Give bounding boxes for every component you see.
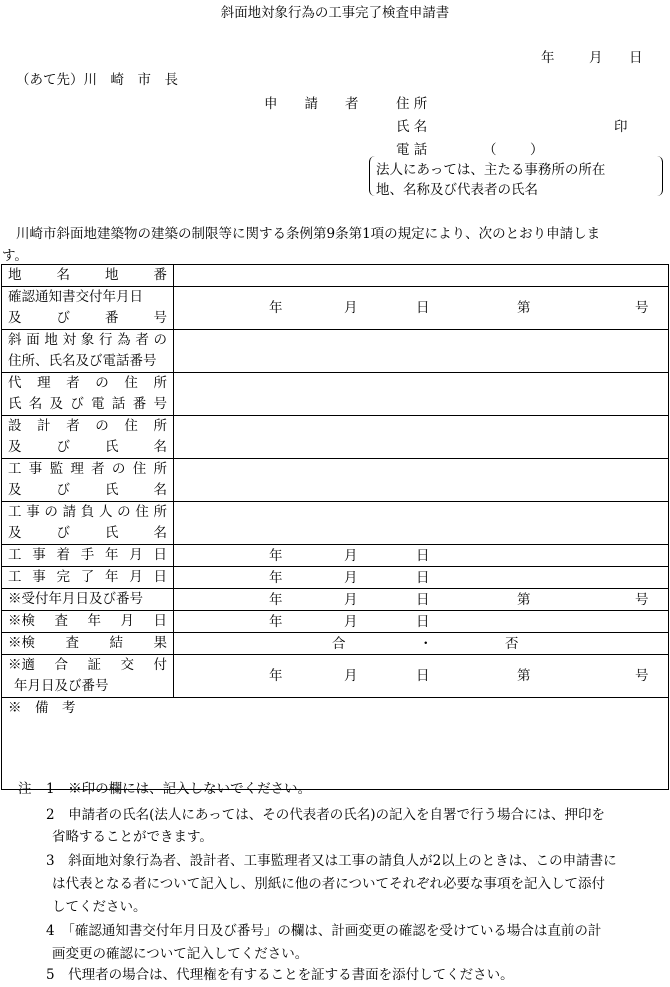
date-month: 月 <box>589 50 603 66</box>
table-row <box>2 265 669 287</box>
label-char: 所 <box>153 461 167 477</box>
remarks-label: ※ 備 考 <box>8 700 76 716</box>
label-char: 合 <box>54 657 68 673</box>
label-char: び <box>70 396 84 412</box>
label-char: 請 <box>62 504 77 520</box>
label-char: 住 <box>135 504 149 520</box>
label-char: 番 <box>105 310 119 326</box>
agent-value[interactable] <box>174 373 669 416</box>
cert-label-l1 <box>8 655 173 676</box>
label-char: び <box>56 439 70 455</box>
label-char: 計 <box>37 418 51 434</box>
seal-mark: 印 <box>614 119 628 135</box>
table-row <box>2 545 669 567</box>
confirm-value[interactable]: 年 月 日 第 号 <box>174 287 669 330</box>
label-char: 月 <box>129 547 143 563</box>
note-3c: してください。 <box>52 899 147 915</box>
label-char: 者 <box>66 418 80 434</box>
label-char: 者 <box>91 461 105 477</box>
label-char: 査 <box>54 613 68 629</box>
label-char: の <box>111 461 126 477</box>
label-char: 完 <box>56 569 70 585</box>
label-char: 番 <box>153 267 167 283</box>
inspect-result-label <box>8 633 173 654</box>
table-row <box>2 698 669 790</box>
label-char: 名 <box>153 439 167 455</box>
label-char: 交 <box>120 657 134 673</box>
page-title: 斜面地対象行為の工事完了検査申請書 <box>220 6 450 21</box>
agent-label-l2 <box>8 394 173 415</box>
agent-label-l1 <box>8 373 173 394</box>
label-char: 人 <box>98 504 113 520</box>
label-char: 地 <box>105 267 119 283</box>
lot-label <box>8 265 173 286</box>
table-row <box>2 373 669 416</box>
label-char: 及 <box>8 310 22 326</box>
label-char: 了 <box>80 569 95 585</box>
supervisor-value[interactable] <box>174 459 669 502</box>
label-char: 着 <box>56 547 70 563</box>
label-char: 面 <box>26 332 40 348</box>
label-char: 電 <box>91 396 105 412</box>
start-value[interactable]: 年 月 日 <box>174 545 669 567</box>
label-char: 日 <box>153 613 167 629</box>
label-char: 象 <box>80 332 95 348</box>
cert-label-l2: 年月日及び番号 <box>14 678 109 694</box>
label-char: の <box>44 504 58 520</box>
label-char: 名 <box>28 396 43 412</box>
receipt-value[interactable]: 年 月 日 第 号 <box>174 589 669 611</box>
note-2a: 2 申請者の氏名(法人にあっては、その代表者の氏名)の記入を自署で行う場合には、押印を <box>46 807 605 823</box>
label-char: の <box>95 375 109 391</box>
label-char: 工 <box>8 547 22 563</box>
inspect-date-value[interactable]: 年 月 日 <box>174 611 669 633</box>
label-char: 理 <box>70 461 84 477</box>
label-char: 名 <box>56 267 70 283</box>
label-char: 代 <box>8 375 22 391</box>
pass-text: 合 <box>332 635 346 652</box>
application-table <box>1 264 669 790</box>
label-char: 年 <box>87 613 101 629</box>
lot-value[interactable] <box>174 265 669 287</box>
remarks-cell[interactable] <box>2 698 669 790</box>
table-row <box>2 589 669 611</box>
label-char: 設 <box>8 418 22 434</box>
label-char: 号 <box>153 310 167 326</box>
phone-label: 電 話 <box>396 142 428 158</box>
label-char: 為 <box>117 332 131 348</box>
label-char: 斜 <box>8 332 22 348</box>
label-char: 及 <box>49 396 64 412</box>
cert-value[interactable]: 年 月 日 第 号 <box>174 655 669 698</box>
phone-paren-close: ） <box>530 142 544 158</box>
label-char: 工 <box>8 569 22 585</box>
name-label: 氏 名 <box>396 119 428 135</box>
designer-value[interactable] <box>174 416 669 459</box>
date-year: 年 <box>541 50 555 66</box>
date-day: 日 <box>629 50 643 66</box>
inspect-date-label <box>8 611 173 632</box>
label-char: 査 <box>65 635 79 651</box>
label-char: の <box>95 418 109 434</box>
label-char: 理 <box>37 375 51 391</box>
label-char: ※検 <box>8 635 35 651</box>
table-row <box>2 655 669 698</box>
label-char: 対 <box>62 332 77 348</box>
table-row <box>2 502 669 545</box>
label-char: 名 <box>153 525 167 541</box>
label-char: 所 <box>153 375 167 391</box>
address-label: 住 所 <box>396 96 428 112</box>
label-char: 年 <box>105 547 119 563</box>
label-char: の <box>117 504 131 520</box>
label-char: 者 <box>66 375 80 391</box>
actor-label-l1 <box>8 330 173 351</box>
contractor-label-l2 <box>8 523 173 544</box>
label-char: 付 <box>153 657 167 673</box>
confirm-label-l1: 確認通知書交付年月日 <box>8 289 143 305</box>
label-char: 月 <box>129 569 143 585</box>
note-4a: 4 「確認通知書交付年月日及び番号」の欄は、計画変更の確認を受けている場合は直前の計 <box>46 923 602 939</box>
receipt-label: ※受付年月日及び番号 <box>8 591 143 607</box>
addressee: （あて先）川 崎 市 長 <box>16 72 178 88</box>
label-char: 住 <box>132 461 147 477</box>
fail-text: 否 <box>505 635 519 652</box>
label-char: 名 <box>153 482 167 498</box>
label-char: ※検 <box>8 613 35 629</box>
label-char: 者 <box>135 332 149 348</box>
label-char: 手 <box>80 547 95 563</box>
table-row <box>2 567 669 589</box>
confirm-label-l2 <box>8 308 173 329</box>
finish-label <box>8 567 173 588</box>
label-char: 氏 <box>105 482 119 498</box>
label-char: 地 <box>8 267 22 283</box>
label-char: 証 <box>87 657 101 673</box>
contractor-value[interactable] <box>174 502 669 545</box>
label-char: 住 <box>124 375 138 391</box>
label-char: 氏 <box>105 439 119 455</box>
label-char: の <box>153 332 167 348</box>
label-char: 所 <box>153 504 167 520</box>
label-char: 及 <box>8 482 22 498</box>
table-row <box>2 611 669 633</box>
label-char: ※適 <box>8 657 35 673</box>
table-row <box>2 287 669 330</box>
label-char: 工 <box>8 504 22 520</box>
label-char: 氏 <box>105 525 119 541</box>
supervisor-label-l1 <box>8 459 173 480</box>
contractor-label-l1 <box>8 502 173 523</box>
label-char: 及 <box>8 439 22 455</box>
label-char: 年 <box>105 569 119 585</box>
designer-label-l2 <box>8 437 173 458</box>
designer-label-l1 <box>8 416 173 437</box>
label-char: 工 <box>8 461 22 477</box>
actor-label-l2: 住所、氏名及び電話番号 <box>8 353 157 369</box>
finish-value[interactable]: 年 月 日 <box>174 567 669 589</box>
label-char: 結 <box>109 635 123 651</box>
label-char: び <box>56 310 70 326</box>
label-char: 氏 <box>8 396 22 412</box>
label-char: 地 <box>44 332 58 348</box>
note-1: 1 ※印の欄には、記入しないでください。 <box>46 781 312 797</box>
notes-head: 注 <box>18 781 32 797</box>
label-char: 及 <box>8 525 22 541</box>
label-char: 日 <box>153 569 167 585</box>
label-char: 号 <box>153 396 167 412</box>
note-3b: は代表となる者について記入し、別紙に他の者についてそれぞれ必要な事項を記入して添付 <box>52 876 605 892</box>
table-row <box>2 633 669 655</box>
supervisor-label-l2 <box>8 480 173 501</box>
intro-line1: 川崎市斜面地建築物の建築の制限等に関する条例第9条第1項の規定により、次のとおり申請しま <box>16 226 601 242</box>
label-char: び <box>56 482 70 498</box>
label-char: 事 <box>28 461 43 477</box>
label-char: 事 <box>26 504 40 520</box>
dot-separator: ・ <box>419 635 433 652</box>
table-row <box>2 459 669 502</box>
label-char: 番 <box>132 396 147 412</box>
actor-value[interactable] <box>174 330 669 373</box>
note-3a: 3 斜面地対象行為者、設計者、工事監理者又は工事の請負人が2以上のときは、この申請書に <box>46 853 617 869</box>
applicant-label: 申 請 者 <box>264 96 359 112</box>
label-char: 話 <box>111 396 126 412</box>
label-char: 事 <box>32 547 46 563</box>
phone-paren-open: （ <box>483 142 497 158</box>
corp-note-line2: 地、名称及び代表者の氏名 <box>376 182 538 198</box>
label-char: 事 <box>32 569 46 585</box>
inspect-result-value[interactable] <box>174 633 669 655</box>
label-char: び <box>56 525 70 541</box>
start-label <box>8 545 173 566</box>
label-char: 所 <box>153 418 167 434</box>
label-char: 監 <box>49 461 64 477</box>
corp-note-line1: 法人にあっては、主たる事務所の所在 <box>376 162 606 178</box>
table-row <box>2 330 669 373</box>
label-char: 負 <box>80 504 95 520</box>
label-char: 月 <box>120 613 134 629</box>
note-2b: 省略することができます。 <box>52 829 213 845</box>
label-char: 果 <box>153 635 167 651</box>
intro-line2: す。 <box>2 248 28 264</box>
label-char: 住 <box>124 418 138 434</box>
note-5: 5 代理者の場合は、代理権を有することを証する書面を添付してください。 <box>46 967 514 983</box>
label-char: 日 <box>153 547 167 563</box>
note-4b: 画変更の確認について記入してください。 <box>52 946 309 962</box>
table-row <box>2 416 669 459</box>
label-char: 行 <box>98 332 113 348</box>
